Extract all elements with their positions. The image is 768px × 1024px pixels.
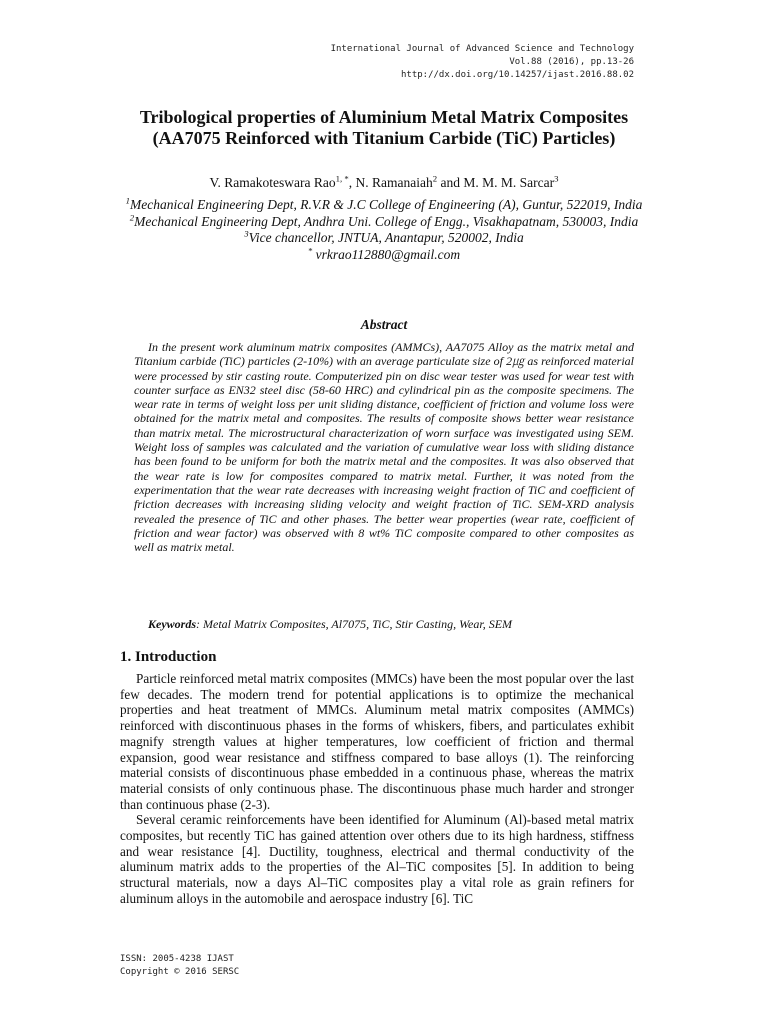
author-2: N. Ramanaiah bbox=[355, 175, 433, 190]
copyright: Copyright © 2016 SERSC bbox=[120, 967, 240, 977]
author-sep-2: and bbox=[437, 175, 464, 190]
abstract-text: In the present work aluminum matrix composites (AMMCs), AA7075 Alloy as the matrix metal and Titanium carbide (TiC) particles (2-10%) with an average particulate size of 2㎍ as reinforced material were processed by stir casting route. Computerized pin on disc wear tester was used for wear test with counter surface as EN32 steel disc (58-60 HRC) and cylindrical pin as the composite specimens. The wear rate in terms of weight loss per unit sliding distance, coefficient of friction and volume loss were obtained for the matrix metal and composites. The results of composite shows better wear resistance than matrix metal. The microstructural characterization of worn surface was investigated using SEM. Weight loss of samples was calculated and the variation of cumulative wear loss with sliding distance has been found to be uniform for both the matrix metal and the composites. It was also observed that the wear rate is low for composites compared to matrix metal. Further, it was noted from the experimentation that the wear rate decreases with increasing weight fraction of TiC and coefficient of friction decreases with increasing sliding velocity and weight fraction of TiC. SEM-XRD analysis revealed the presence of TiC and other phases. The better wear properties (wear rate, coefficient of friction and wear factor) was observed with 8 wt% TiC composite compared to other composites as well as matrix metal. bbox=[134, 340, 634, 555]
email-sup: * bbox=[307, 245, 313, 255]
section-heading-introduction: 1. Introduction bbox=[120, 649, 217, 665]
journal-volume: Vol.88 (2016), pp.13-26 bbox=[509, 57, 634, 67]
title-line-1: Tribological properties of Aluminium Metal Matrix Composites bbox=[139, 107, 629, 127]
affiliation-3-sup: 3 bbox=[244, 228, 249, 239]
email-text[interactable]: vrkrao112880@gmail.com bbox=[315, 246, 461, 262]
keywords-label: Keywords bbox=[148, 617, 196, 631]
author-1: V. Ramakoteswara Rao bbox=[209, 175, 336, 190]
author-3: M. M. M. Sarcar bbox=[463, 175, 555, 190]
journal-header bbox=[331, 43, 634, 82]
affiliations bbox=[100, 197, 668, 263]
paper-title bbox=[110, 107, 658, 149]
affiliation-1-sup: 1 bbox=[125, 195, 131, 206]
affiliation-2 bbox=[100, 214, 668, 231]
affiliation-3-text: Vice chancellor, JNTUA, Anantapur, 520002, India bbox=[248, 230, 524, 245]
affiliation-2-text: Mechanical Engineering Dept, Andhra Uni. College of Engg., Visakhapatnam, 530003, India bbox=[134, 213, 639, 229]
keywords bbox=[134, 617, 634, 631]
affiliation-3 bbox=[100, 230, 668, 247]
author-1-sup: 1, * bbox=[335, 173, 349, 184]
journal-name: International Journal of Advanced Science and Technology bbox=[330, 44, 634, 54]
affiliation-2-sup: 2 bbox=[129, 212, 135, 222]
title-line-2: (AA7075 Reinforced with Titanium Carbide (TiC) Particles) bbox=[152, 128, 616, 148]
corresponding-email bbox=[100, 247, 668, 264]
affiliation-1 bbox=[100, 197, 668, 214]
author-list bbox=[100, 175, 668, 191]
abstract-heading: Abstract bbox=[360, 317, 408, 332]
paragraph: Several ceramic reinforcements have been identified for Aluminum (Al)-based metal matrix composites, but recently TiC has gained attention over others due to its high hardness, stiffness and wear resistance [4]. Ductility, toughness, electrical and thermal conductivity of the aluminum matrix adds to the properties of the Al–TiC composites [5]. In addition to being structural materials, now a days Al–TiC composites play a vital role as grain refiners for aluminum alloys in the automobile and aerospace industry [6]. TiC bbox=[120, 812, 634, 906]
journal-doi[interactable]: http://dx.doi.org/10.14257/ijast.2016.88.02 bbox=[401, 70, 634, 80]
page-footer bbox=[120, 953, 239, 979]
introduction-body bbox=[120, 671, 634, 907]
author-2-sup: 2 bbox=[432, 173, 438, 184]
affiliation-1-text: Mechanical Engineering Dept, R.V.R & J.C College of Engineering (A), Guntur, 522019, India bbox=[130, 197, 643, 212]
issn: ISSN: 2005-4238 IJAST bbox=[120, 954, 234, 964]
author-3-sup: 3 bbox=[554, 173, 559, 184]
paragraph: Particle reinforced metal matrix composites (MMCs) have been the most popular over the last few decades. The modern trend for potential applications is to optimize the mechanical properties and heat treatment of MMCs. Aluminum metal matrix composites (AMMCs) reinforced with discontinuous phases in the forms of whiskers, fibers, and particulates exhibit magnify strength values at higher temperatures, low coefficient of friction and thermal expansion, good wear resistance and stiffness compared to base alloys (1). The reinforcing material consists of discontinuous phase embedded in a continuous phase, whereas the matrix material consists of only continuous phase. The discontinuous phase much harder and stronger than continuous phase (2-3). bbox=[120, 671, 634, 812]
author-sep-1: , bbox=[348, 175, 356, 190]
keywords-text: : Metal Matrix Composites, Al7075, TiC, Stir Casting, Wear, SEM bbox=[196, 617, 513, 631]
